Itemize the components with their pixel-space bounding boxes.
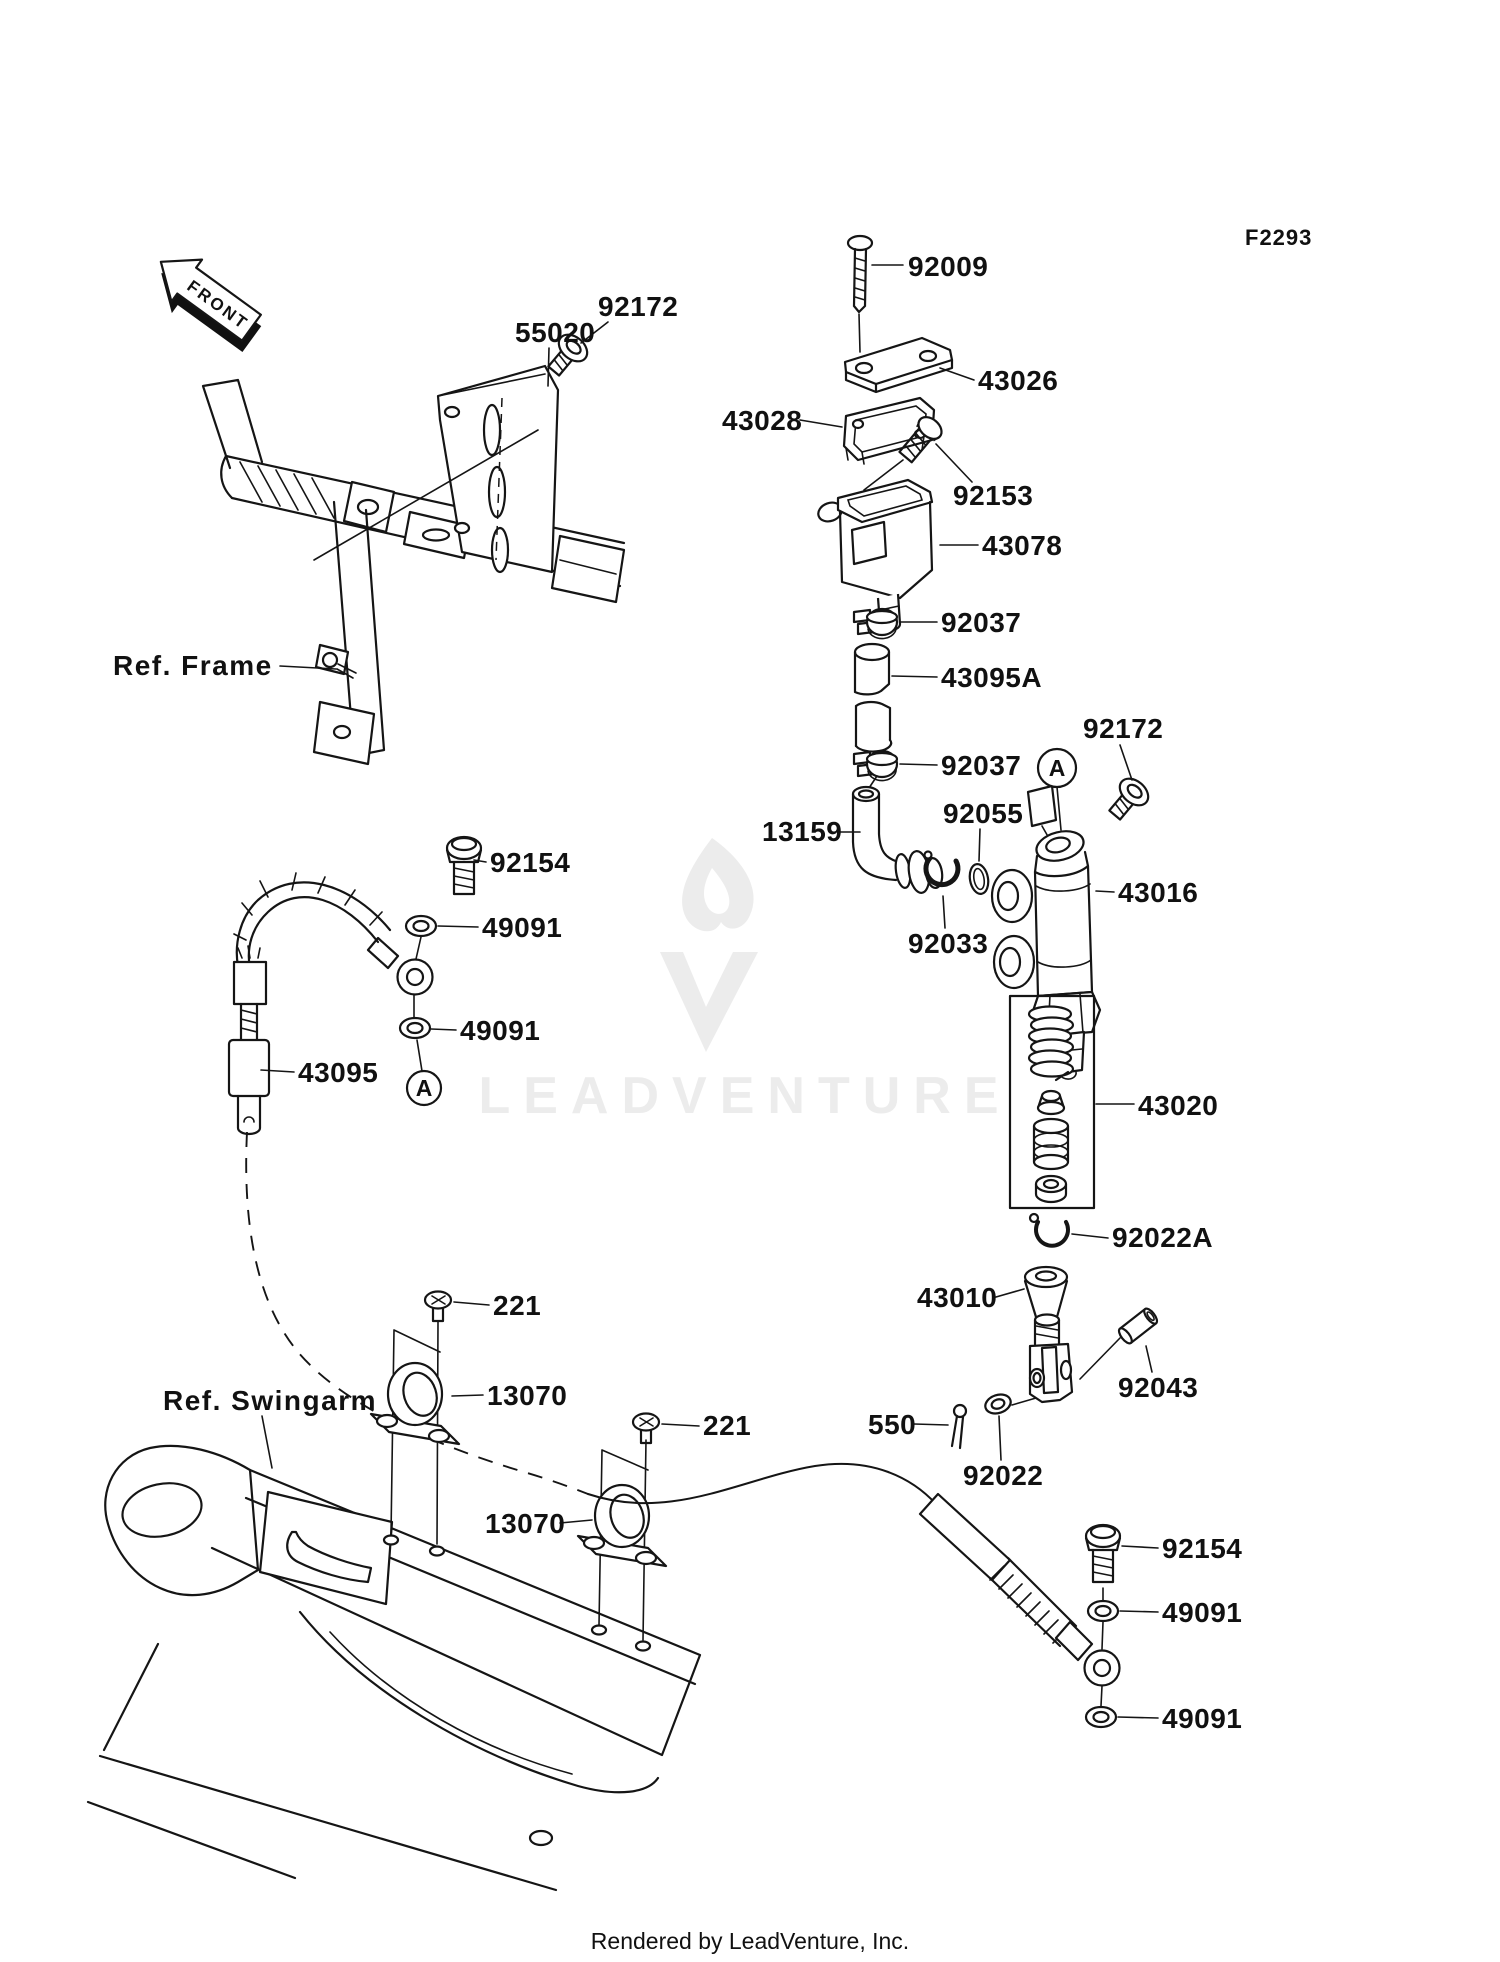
part-label-92043: 92043: [1118, 1372, 1199, 1403]
brake-hose-rear-run: [588, 1464, 1092, 1660]
detail-marker-a-cylinder: [1038, 749, 1076, 787]
ref-frame-label: Ref. Frame: [113, 650, 273, 681]
cotter-pin-550: [952, 1405, 966, 1448]
washer-49091-left-upper: [406, 916, 436, 936]
part-label-92154-left: 92154: [490, 847, 571, 878]
part-label-43095a: 43095A: [941, 662, 1043, 693]
hose-clamp-92037-lower: [854, 751, 897, 781]
part-label-92022: 92022: [963, 1460, 1044, 1491]
part-label-43020: 43020: [1138, 1090, 1219, 1121]
part-label-43026: 43026: [978, 365, 1059, 396]
reservoir-body-43078: [816, 480, 932, 630]
hose-banjo-eye-lower: [1085, 1651, 1120, 1686]
detail-marker-a-hose: [407, 1071, 441, 1105]
part-label-92033: 92033: [908, 928, 989, 959]
joint-pin-92043: [1117, 1307, 1160, 1346]
banjo-bolt-92154-right: [1086, 1525, 1120, 1582]
circlip-92022a: [1030, 1214, 1068, 1246]
kit-seal-cup: [1036, 1176, 1066, 1202]
part-label-92055: 92055: [943, 798, 1024, 829]
banjo-bolt-92154-left: [447, 837, 481, 894]
part-label-92153: 92153: [953, 480, 1034, 511]
frame-reference-art: [203, 380, 624, 764]
hose-banjo-eye-upper: [398, 960, 433, 995]
watermark-text: LEADVENTURE: [478, 1067, 1012, 1125]
marker-a-bottom-label: A: [415, 1075, 433, 1101]
part-label-92009: 92009: [908, 251, 989, 282]
part-label-13070-upper: 13070: [487, 1380, 568, 1411]
part-label-49091-right-lower: 49091: [1162, 1703, 1243, 1734]
part-label-92037-upper: 92037: [941, 607, 1022, 638]
part-label-43078: 43078: [982, 530, 1063, 561]
o-ring-92055: [968, 863, 991, 896]
kit-piston: [1034, 1119, 1068, 1169]
part-label-43028: 43028: [722, 405, 803, 436]
clamp-screw-221-right: [633, 1414, 659, 1444]
part-label-49091-left-upper: 49091: [482, 912, 563, 943]
clamp-screw-221-left: [425, 1292, 451, 1322]
reservoir-screw-92009: [848, 236, 872, 312]
watermark-flame-icon: [682, 838, 753, 931]
part-label-43010: 43010: [917, 1282, 998, 1313]
hose-clamp-92037-upper: [854, 609, 897, 639]
footer-credit: Rendered by LeadVenture, Inc.: [590, 1928, 910, 1954]
part-label-43016: 43016: [1118, 877, 1199, 908]
part-label-49091-left-lower: 49091: [460, 1015, 541, 1046]
pushrod-43010: [1025, 1267, 1072, 1402]
part-label-92154-right: 92154: [1162, 1533, 1243, 1564]
part-label-92022a: 92022A: [1112, 1222, 1214, 1253]
front-label: FRONT: [183, 276, 253, 334]
figure-code: F2293: [1245, 225, 1313, 250]
watermark-v-icon: [660, 952, 758, 1052]
part-label-49091-right-upper: 49091: [1162, 1597, 1243, 1628]
part-label-43095: 43095: [298, 1057, 379, 1088]
joint-tube-43095a: [855, 644, 891, 752]
washer-49091-right-lower: [1086, 1707, 1116, 1727]
part-label-55020: 55020: [515, 317, 596, 348]
hose-clamp-13070-upper: [371, 1363, 459, 1444]
part-label-221-right: 221: [703, 1410, 752, 1441]
part-label-550: 550: [868, 1409, 917, 1440]
part-label-92172-plate: 92172: [598, 291, 679, 322]
part-label-92172-cylinder: 92172: [1083, 713, 1164, 744]
front-direction-badge: [140, 241, 272, 360]
washer-49091-left-lower: [400, 1018, 430, 1038]
ref-swingarm-label: Ref. Swingarm: [163, 1385, 377, 1416]
washer-92022: [983, 1391, 1013, 1416]
part-label-92037-lower: 92037: [941, 750, 1022, 781]
washer-49091-right-upper: [1088, 1601, 1118, 1621]
kit-primary-cup: [1038, 1091, 1064, 1114]
part-number-callouts: [298, 251, 1242, 1734]
part-label-13159: 13159: [762, 816, 843, 847]
part-label-13070-lower: 13070: [485, 1508, 566, 1539]
part-label-221-left: 221: [493, 1290, 542, 1321]
screw-92172-cylinder: [1102, 773, 1153, 825]
marker-a-top-label: A: [1048, 755, 1066, 781]
reservoir-cap-43026: [845, 338, 952, 392]
kit-spring: [1029, 1007, 1073, 1081]
hose-clamp-13070-lower: [578, 1485, 666, 1566]
